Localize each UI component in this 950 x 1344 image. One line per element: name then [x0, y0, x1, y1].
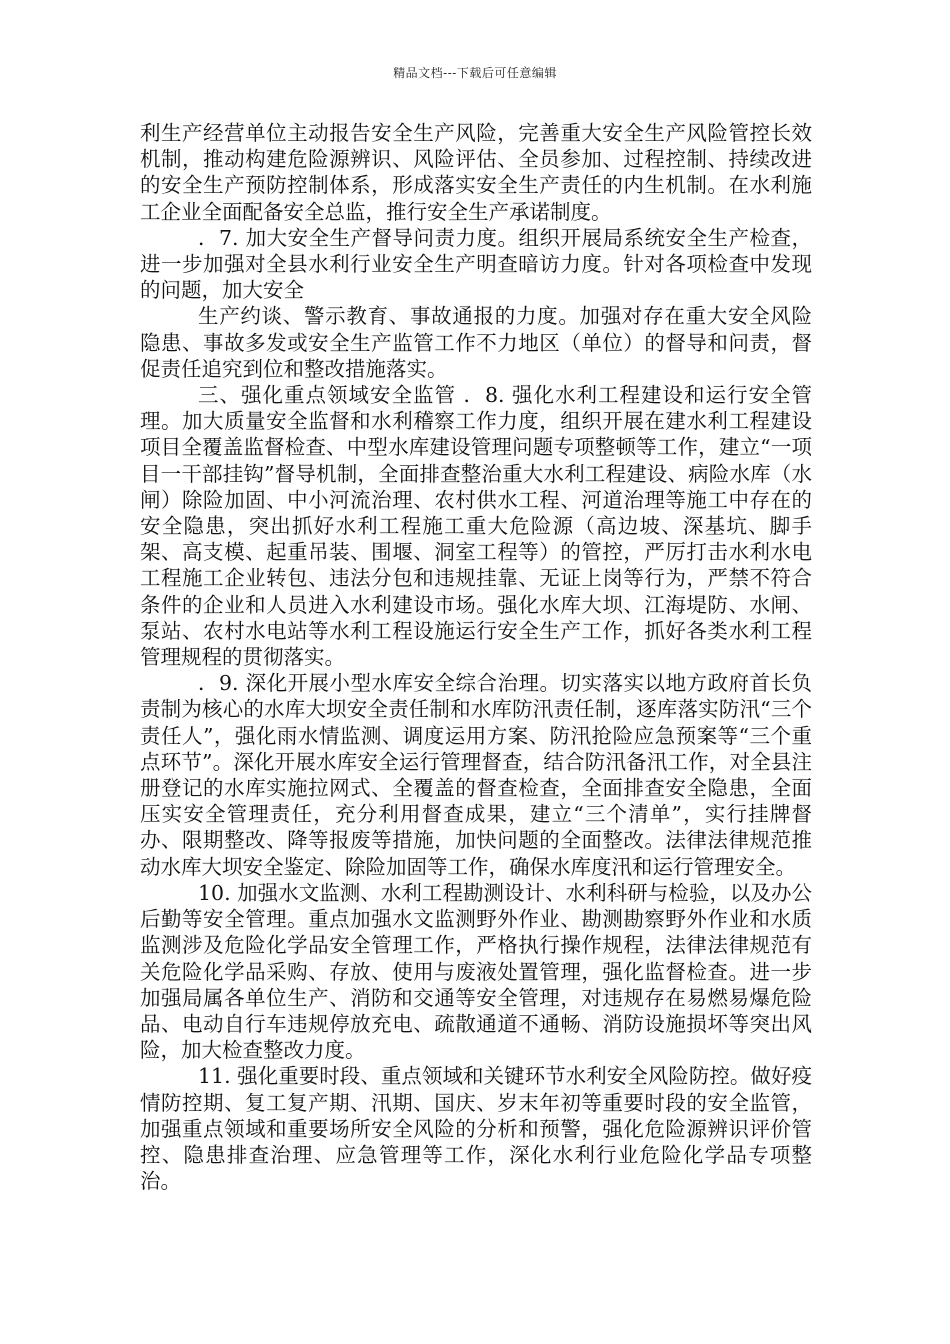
- paragraph-item-10: 10. 加强水文监测、水利工程勘测设计、水利科研与检验，以及办公后勤等安全管理。重点加强水文监测野外作业、勘测勘察野外作业和水质监测涉及危险化学品安全管理工作，严格执行操作规程，法律法律规范有关危险化学品采购、存放、使用与废液处置管理，强化监督检查。进一步加强局属各单位生产、消防和交通等安全管理，对违规存在易燃易爆危险品、电动自行车违规停放充电、疏散通道不通畅、消防设施损坏等突出风险，加大检查整改力度。: [140, 880, 812, 1063]
- paragraph-item-9: ．9. 深化开展小型水库安全综合治理。切实落实以地方政府首长负责制为核心的水库大坝安全责任制和水库防汛责任制，逐库落实防汛“三个责任人”，强化雨水情监测、调度运用方案、防汛抢险应急预案等“三个重点环节”。深化开展水库安全运行管理督查，结合防汛备汛工作，对全县注册登记的水库实施拉网式、全覆盖的督查检查，全面排查安全隐患，全面压实安全管理责任，充分利用督查成果，建立“三个清单”，实行挂牌督办、限期整改、降等报废等措施，加快问题的全面整改。法律法律规范推动水库大坝安全鉴定、除险加固等工作，确保水库度汛和运行管理安全。: [140, 671, 812, 879]
- paragraph-item-7: ．7. 加大安全生产督导问责力度。组织开展局系统安全生产检查，进一步加强对全县水利行业安全生产明查暗访力度。针对各项检查中发现的问题，加大安全: [140, 225, 812, 303]
- page-header: 精品文档---下载后可任意编辑: [393, 66, 557, 80]
- paragraph-section-3-item-8: 三、强化重点领域安全监管 ．8. 强化水利工程建设和运行安全管理。加大质量安全监督和水利稽察工作力度，组织开展在建水利工程建设项目全覆盖监督检查、中型水库建设管理问题专项整顿等工作，建立“一项目一干部挂钩”督导机制，全面排查整治重大水利工程建设、病险水库（水闸）除险加固、中小河流治理、农村供水工程、河道治理等施工中存在的安全隐患，突出抓好水利工程施工重大危险源（高边坡、深基坑、脚手架、高支模、起重吊装、围堰、洞室工程等）的管控，严厉打击水利水电工程施工企业转包、违法分包和违规挂靠、无证上岗等行为，严禁不符合条件的企业和人员进入水利建设市场。强化水库大坝、江海堤防、水闸、泵站、农村水电站等水利工程设施运行安全生产工作，抓好各类水利工程管理规程的贯彻落实。: [140, 383, 812, 670]
- paragraph-risk-mechanism: 利生产经营单位主动报告安全生产风险，完善重大安全生产风险管控长效机制，推动构建危险源辨识、风险评估、全员参加、过程控制、持续改进的安全生产预防控制体系，形成落实安全生产责任的内生机制。在水利施工企业全面配备安全总监，推行安全生产承诺制度。: [140, 121, 812, 224]
- document-body: [140, 120, 812, 1194]
- paragraph-item-11: 11. 强化重要时段、重点领域和关键环节水利安全风险防控。做好疫情防控期、复工复产期、汛期、国庆、岁末年初等重要时段的安全监管，加强重点领域和重要场所安全风险的分析和预警，强化危险源辨识评价管控、隐患排查治理、应急管理等工作，深化水利行业危险化学品专项整治。: [140, 1064, 812, 1194]
- paragraph-item-7-continued: 生产约谈、警示教育、事故通报的力度。加强对存在重大安全风险隐患、事故多发或安全生产监管工作不力地区（单位）的督导和问责，督促责任追究到位和整改措施落实。: [140, 304, 812, 381]
